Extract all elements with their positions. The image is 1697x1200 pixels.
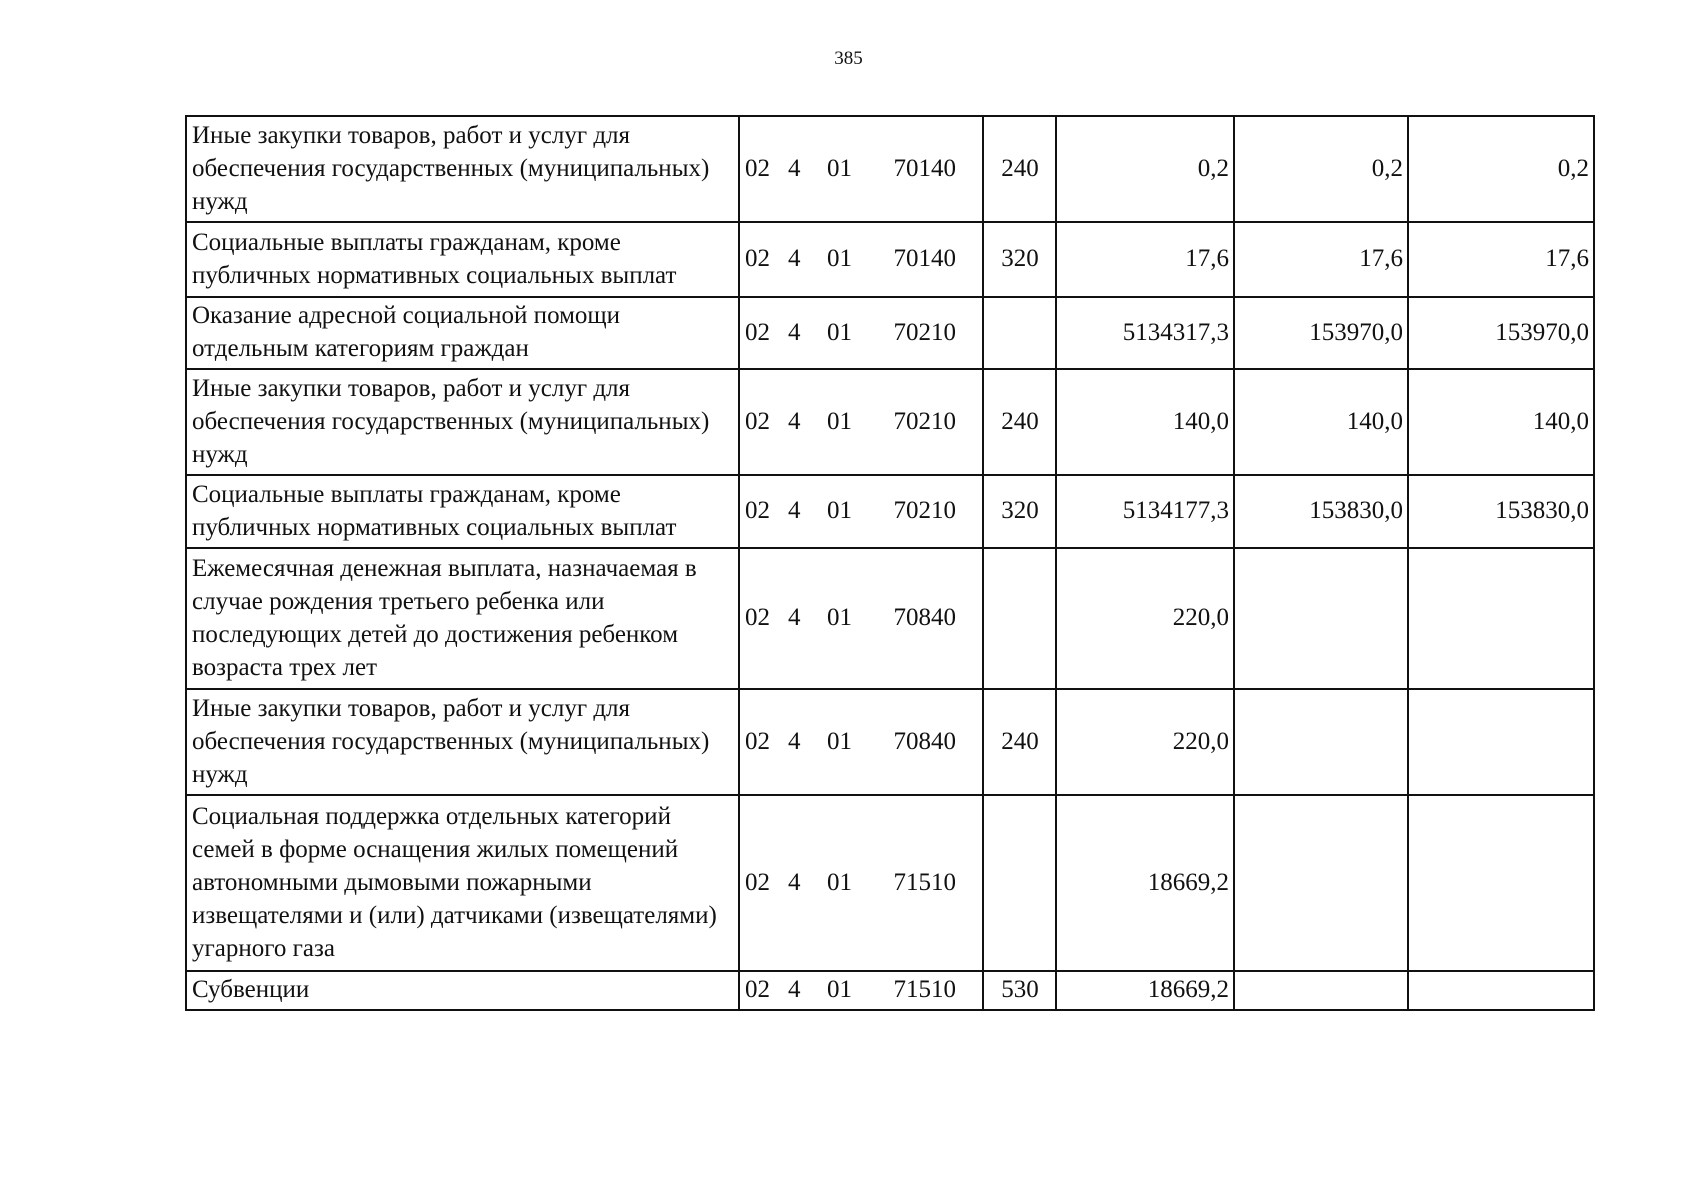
row-code: 02 4 01 70210 [739,475,983,548]
budget-table [185,115,1595,1011]
row-expense-type [983,297,1056,369]
row-value-3 [1408,971,1594,1010]
row-code: 02 4 01 70840 [739,548,983,689]
row-name: Оказание адресной социальной помощи отдельным категориям граждан [186,297,739,369]
row-expense-type: 240 [983,116,1056,222]
row-name: Социальные выплаты гражданам, кроме публичных нормативных социальных выплат [186,475,739,548]
row-value-1: 220,0 [1056,548,1234,689]
table-row [186,689,1594,795]
row-value-2: 0,2 [1234,116,1408,222]
table-row [186,369,1594,475]
row-value-1: 18669,2 [1056,971,1234,1010]
row-value-2: 153830,0 [1234,475,1408,548]
table-row [186,116,1594,222]
row-expense-type [983,548,1056,689]
row-name: Социальные выплаты гражданам, кроме публичных нормативных социальных выплат [186,222,739,297]
row-value-2: 153970,0 [1234,297,1408,369]
row-value-1: 0,2 [1056,116,1234,222]
row-name: Иные закупки товаров, работ и услуг для обеспечения государственных (муниципальных) нужд [186,116,739,222]
row-expense-type: 530 [983,971,1056,1010]
table-row [186,222,1594,297]
row-name: Иные закупки товаров, работ и услуг для обеспечения государственных (муниципальных) нужд [186,369,739,475]
row-code: 02 4 01 70140 [739,222,983,297]
row-code: 02 4 01 71510 [739,971,983,1010]
table-row [186,297,1594,369]
row-value-1: 5134177,3 [1056,475,1234,548]
row-value-1: 17,6 [1056,222,1234,297]
row-value-3: 153830,0 [1408,475,1594,548]
row-value-1: 220,0 [1056,689,1234,795]
row-expense-type: 320 [983,222,1056,297]
table-row [186,971,1594,1010]
row-value-3: 17,6 [1408,222,1594,297]
row-value-2 [1234,689,1408,795]
row-expense-type [983,795,1056,971]
row-expense-type: 320 [983,475,1056,548]
row-value-2 [1234,548,1408,689]
row-name: Иные закупки товаров, работ и услуг для обеспечения государственных (муниципальных) нужд [186,689,739,795]
row-expense-type: 240 [983,689,1056,795]
table-row [186,795,1594,971]
row-value-1: 140,0 [1056,369,1234,475]
table-row [186,475,1594,548]
row-value-2 [1234,795,1408,971]
row-code: 02 4 01 71510 [739,795,983,971]
row-name: Ежемесячная денежная выплата, назначаемая в случае рождения третьего ребенка или последующих детей до достижения ребенком возраста трех лет [186,548,739,689]
row-value-3: 140,0 [1408,369,1594,475]
row-value-2: 140,0 [1234,369,1408,475]
row-value-2: 17,6 [1234,222,1408,297]
row-value-1: 5134317,3 [1056,297,1234,369]
row-expense-type: 240 [983,369,1056,475]
table-row [186,548,1594,689]
budget-table-body [186,116,1594,1010]
row-value-3 [1408,548,1594,689]
row-value-3 [1408,795,1594,971]
row-code: 02 4 01 70210 [739,369,983,475]
row-code: 02 4 01 70840 [739,689,983,795]
page-number: 385 [834,48,863,69]
row-value-3: 0,2 [1408,116,1594,222]
row-name: Социальная поддержка отдельных категорий семей в форме оснащения жилых помещений автономными дымовыми пожарными извещателями и (или) датчиками (извещателями) угарного газа [186,795,739,971]
row-value-2 [1234,971,1408,1010]
row-code: 02 4 01 70210 [739,297,983,369]
row-value-3: 153970,0 [1408,297,1594,369]
row-name: Субвенции [186,971,739,1010]
row-value-1: 18669,2 [1056,795,1234,971]
row-code: 02 4 01 70140 [739,116,983,222]
row-value-3 [1408,689,1594,795]
